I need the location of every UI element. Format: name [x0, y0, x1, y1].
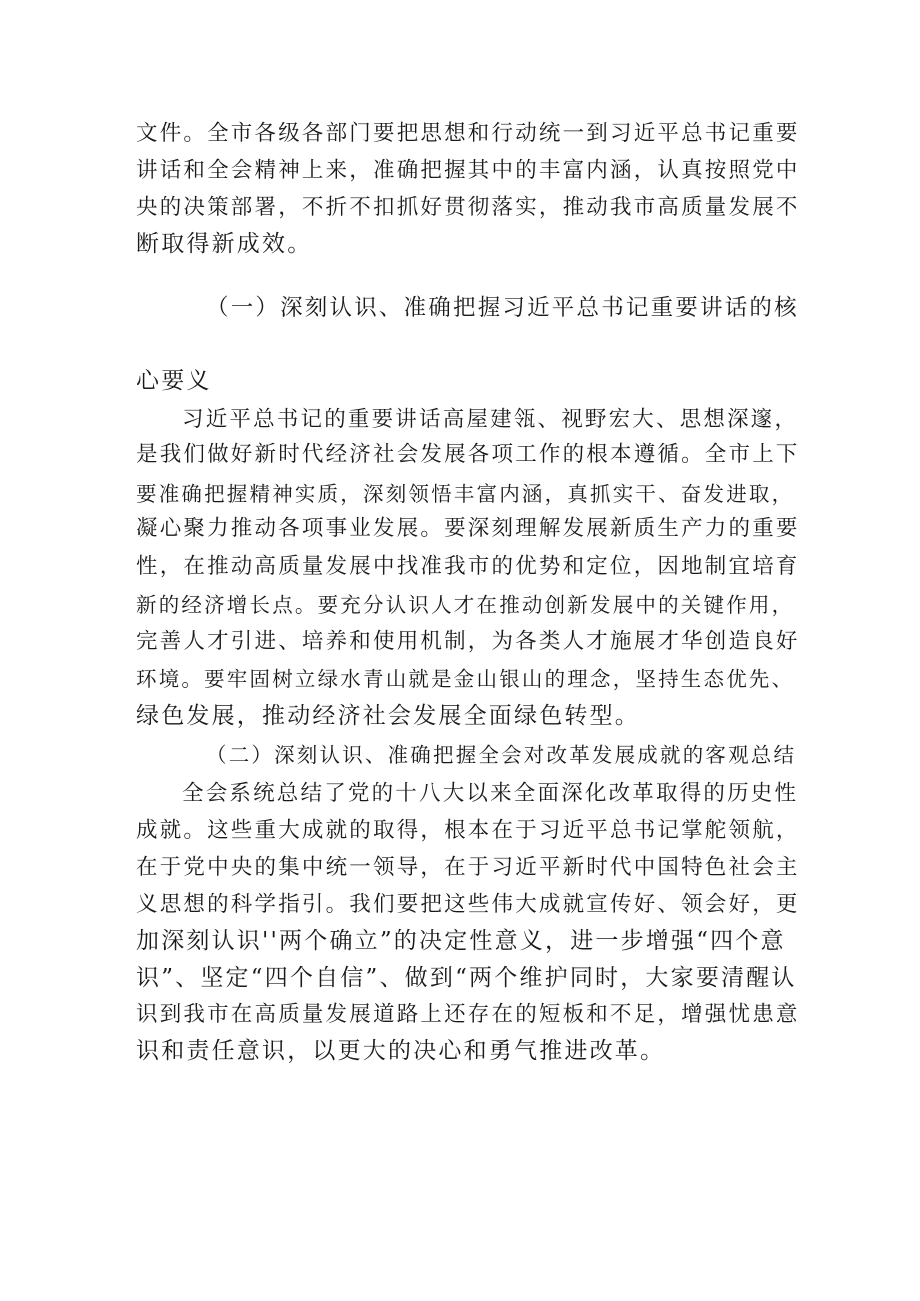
paragraph-line: 讲话和全会精神上来，准确把握其中的丰富内涵，认真按照党中 [136, 158, 800, 183]
paragraph-line: 在于党中央的集中统一领导，在于习近平新时代中国特色社会主 [136, 855, 800, 880]
paragraph-line: 习近平总书记的重要讲话高屋建瓴、视野宏大、思想深邃， [182, 407, 799, 432]
paragraph-line: 凝心聚力推动各项事业发展。要深刻理解发展新质生产力的重要 [136, 516, 800, 541]
paragraph-line: 识”、坚定“四个自信”、做到“两个维护同时，大家要清醒认 [136, 965, 797, 991]
section-heading-2: （二）深刻认识、准确把握全会对改革发展成就的客观总结 [206, 743, 797, 767]
paragraph-line: 识和责任意识，以更大的决心和勇气推进改革。 [136, 1038, 666, 1064]
paragraph-line: 完善人才引进、培养和使用机制，为各类人才施展才华创造良好 [136, 629, 800, 654]
section-heading-1: （一）深刻认识、准确把握习近平总书记重要讲话的核 [206, 295, 799, 321]
paragraph-line: 加深刻认识''两个确立”的决定性意义，进一步增强“四个意 [136, 928, 786, 954]
paragraph-line: 是我们做好新时代经济社会发展各项工作的根本遵循。全市上下 [136, 442, 800, 467]
paragraph-line: 全会系统总结了党的十八大以来全面深化改革取得的历史性 [182, 781, 799, 806]
paragraph-line: 绿色发展，推动经济社会发展全面绿色转型。 [136, 703, 640, 729]
paragraph-line: 义思想的科学指引。我们要把这些伟大成就宣传好、领会好，更 [136, 892, 800, 917]
paragraph-line: 环境。要牢固树立绿水青山就是金山银山的理念，坚持生态优先、 [136, 667, 795, 691]
paragraph-line: 央的决策部署，不折不扣抓好贯彻落实，推动我市高质量发展不 [136, 195, 800, 220]
paragraph-line: 要准确把握精神实质，深刻领悟丰富内涵，真抓实干、奋发进取， [136, 482, 795, 506]
paragraph-line: 识到我市在高质量发展道路上还存在的短板和不足，增强忧患意 [136, 1002, 800, 1027]
section-heading-1-continued: 心要义 [136, 368, 212, 394]
paragraph-line: 文件。全市各级各部门要把思想和行动统一到习近平总书记重要 [136, 121, 800, 146]
paragraph-line: 成就。这些重大成就的取得，根本在于习近平总书记掌舵领航， [136, 818, 800, 843]
paragraph-line: 性，在推动高质量发展中找准我市的优势和定位，因地制宜培育 [136, 554, 800, 579]
paragraph-line: 断取得新成效。 [136, 231, 313, 257]
paragraph-line: 新的经济增长点。要充分认识人才在推动创新发展中的关键作用， [136, 593, 795, 617]
